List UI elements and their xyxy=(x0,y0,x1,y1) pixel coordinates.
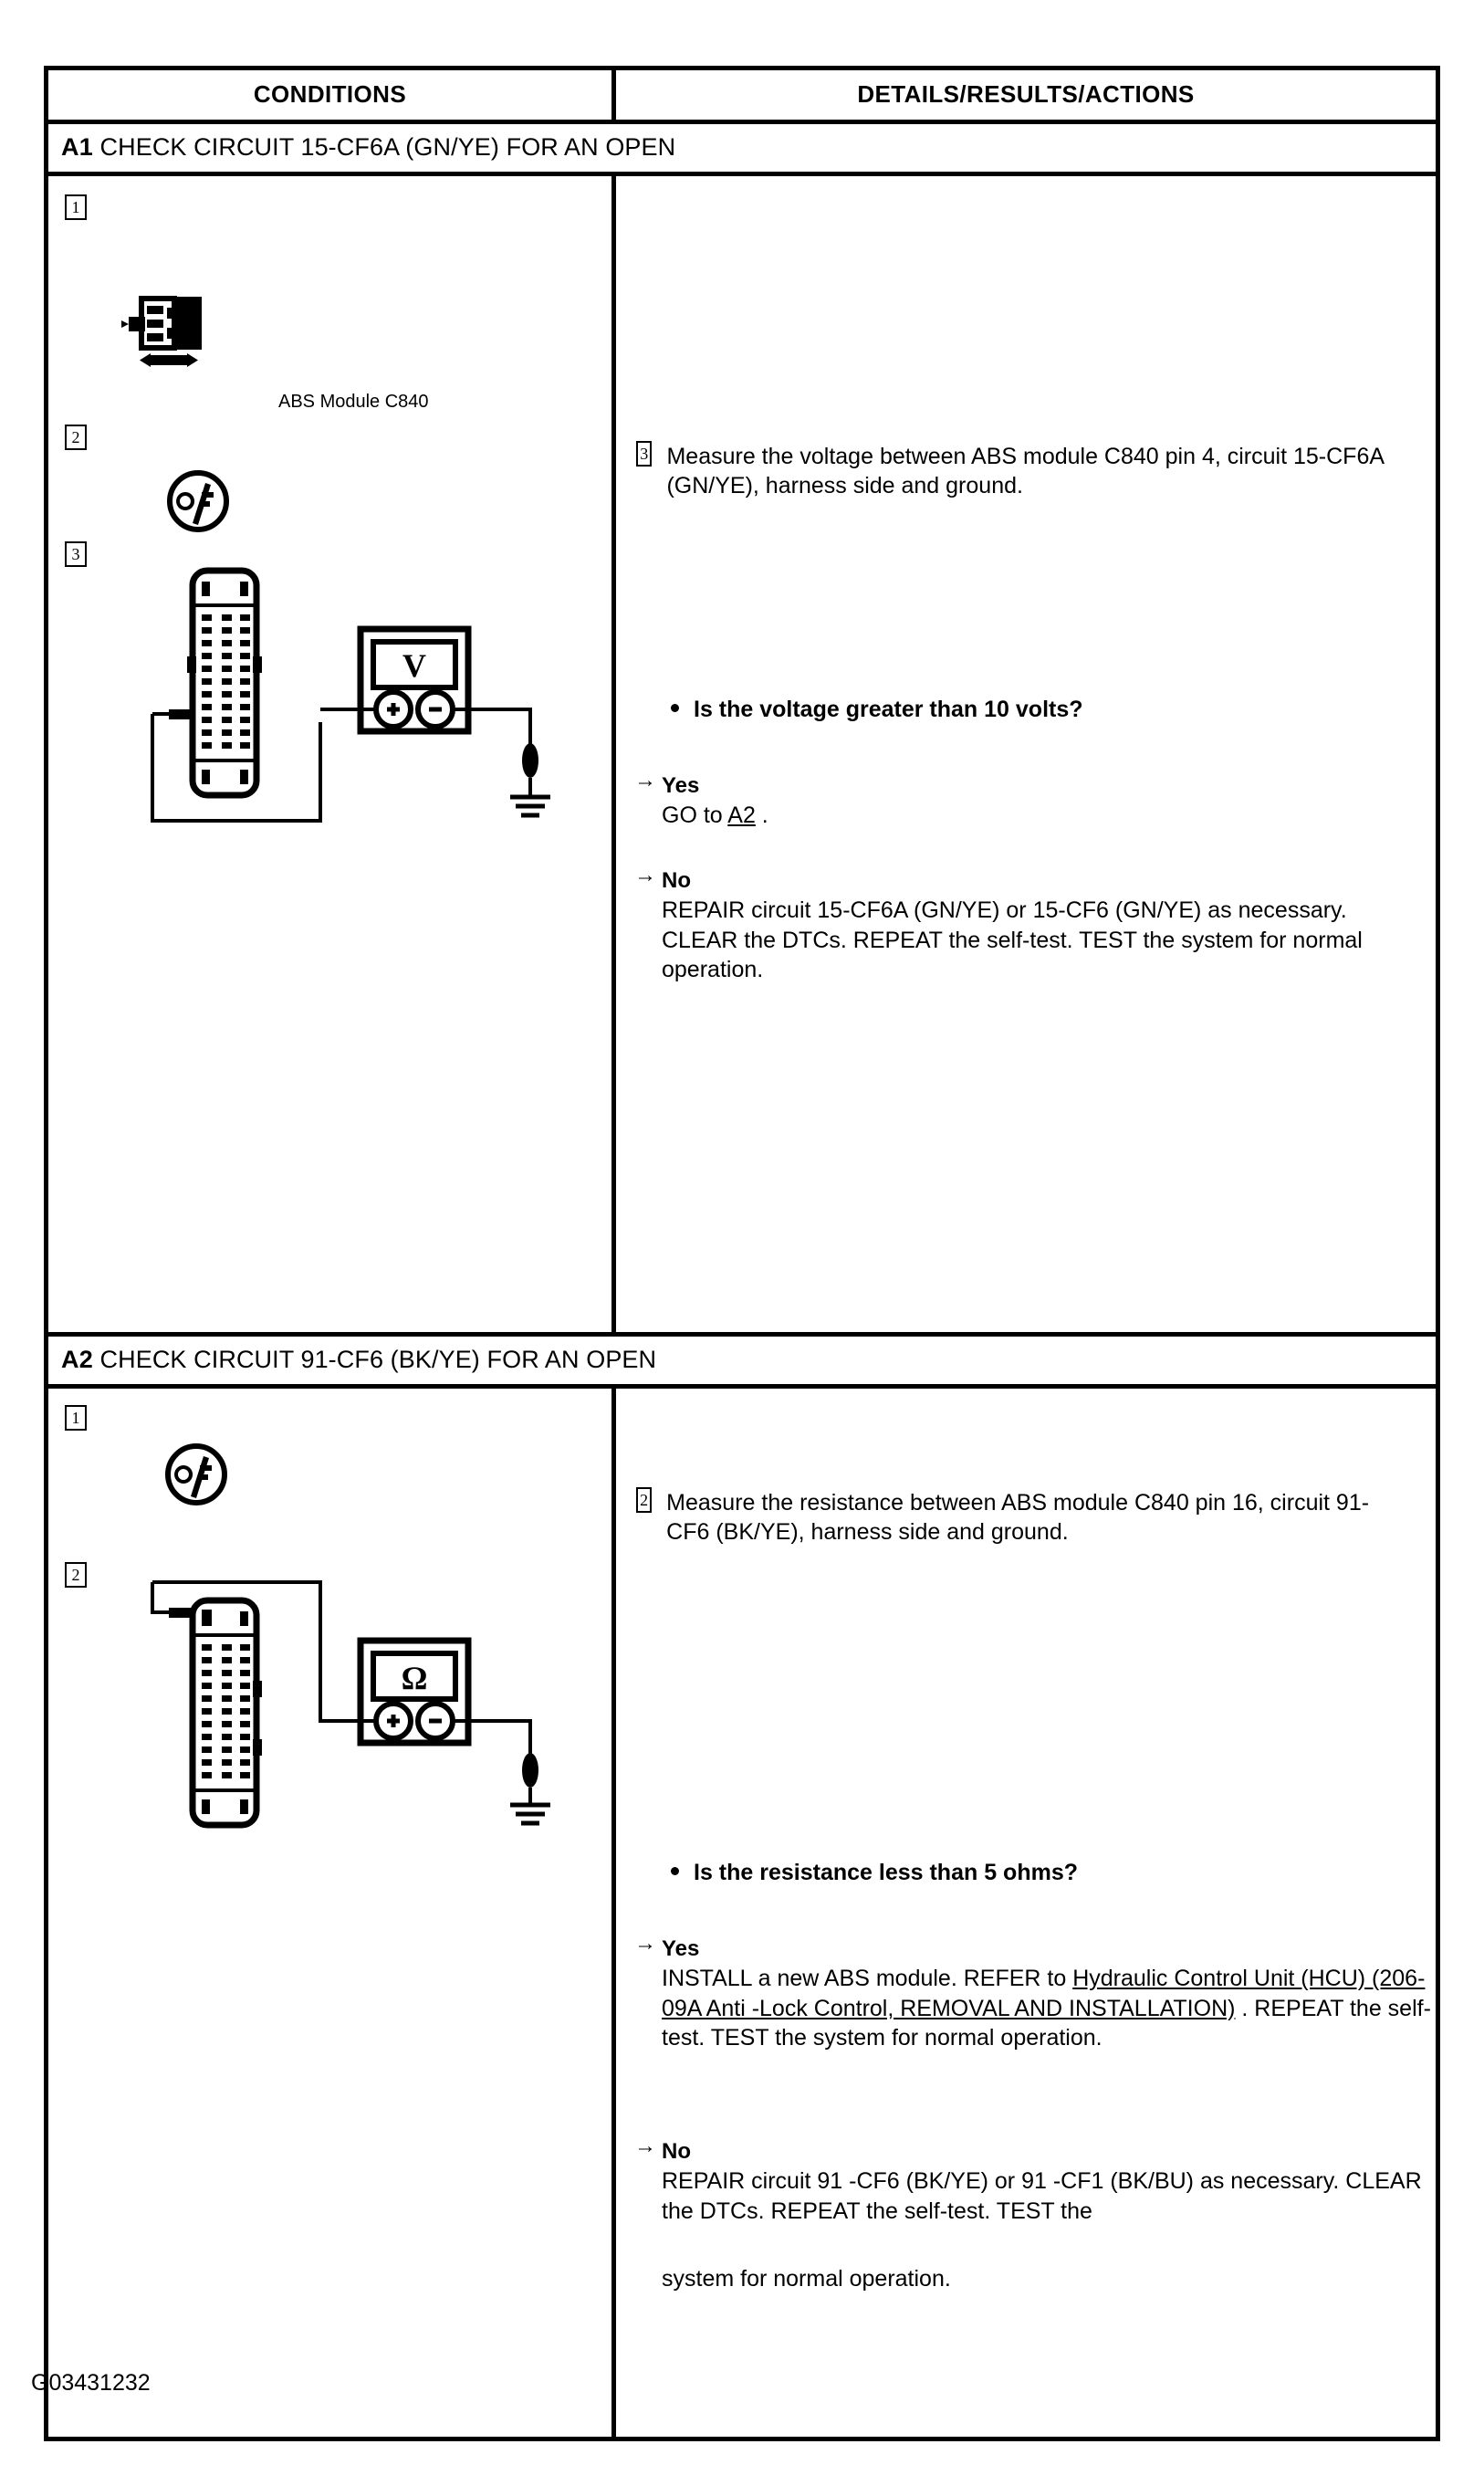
link-a2[interactable]: A2 xyxy=(727,802,756,828)
section-body-row-a2 xyxy=(48,1389,1436,2437)
column-header-conditions: CONDITIONS xyxy=(253,80,407,108)
section-label-a2: A2 xyxy=(61,1346,93,1373)
figure-code: G03431232 xyxy=(31,2370,151,2396)
question-a1 xyxy=(671,697,1083,723)
section-title-cell-a1 xyxy=(48,124,1436,172)
answer-yes-a1 xyxy=(634,768,1421,831)
answer-label-no-a2: No xyxy=(662,2139,691,2164)
arrow-icon-yes-a1: → xyxy=(634,768,656,792)
step-number-a2-2: 2 xyxy=(65,1562,87,1588)
section-title-text-a1: CHECK CIRCUIT 15-CF6A (GN/YE) FOR AN OPEN xyxy=(99,133,676,161)
link-hcu-procedure[interactable]: Hydraulic Control Unit (HCU) (206-09A Anti -Lock Control, REMOVAL AND INSTALLATION) xyxy=(662,1966,1426,2021)
answer-label-yes-a1: Yes xyxy=(662,773,700,798)
conditions-cell-a2 xyxy=(48,1389,616,2437)
bullet-icon xyxy=(671,1867,679,1875)
section-body-row-a1 xyxy=(48,176,1436,1337)
answer-yes-a1-suffix: . xyxy=(755,802,768,828)
voltmeter-test-diagram xyxy=(149,558,578,836)
answer-text-yes-a1 xyxy=(662,801,1419,831)
header-cell-details xyxy=(616,70,1436,120)
answer-label-no-a1: No xyxy=(662,868,691,893)
ignition-key-icon xyxy=(163,1442,229,1512)
arrow-icon-yes-a2: → xyxy=(634,1931,656,1956)
details-content-a2 xyxy=(616,1389,1436,2437)
answer-text-yes-a2 xyxy=(662,1964,1458,2053)
bullet-icon xyxy=(671,704,679,712)
column-header-details: DETAILS/RESULTS/ACTIONS xyxy=(857,80,1195,108)
pinpoint-test-table xyxy=(44,66,1440,2441)
step-number-a1-2: 2 xyxy=(65,425,87,450)
question-text-a1: Is the voltage greater than 10 volts? xyxy=(694,697,1083,722)
details-content-a1 xyxy=(616,176,1436,1332)
step-number-a1-3: 3 xyxy=(65,541,87,567)
answer-text-no-a2: REPAIR circuit 91 -CF6 (BK/YE) or 91 -CF1 (BK/BU) as necessary. CLEAR the DTCs. REPEAT the self-test. TEST the xyxy=(662,2168,1422,2224)
question-a2 xyxy=(671,1860,1078,1886)
section-label-a1: A1 xyxy=(61,133,93,161)
answer-yes-a2-suffix: . REPEAT the self-test. TEST the system for normal operation. xyxy=(662,1995,1431,2051)
answer-yes-a2 xyxy=(634,1931,1458,2053)
answer-text-no-a1: REPAIR circuit 15-CF6A (GN/YE) or 15-CF6 (GN/YE) as necessary. CLEAR the DTCs. REPEAT the self-test. TEST the system for normal operation. xyxy=(662,897,1363,982)
section-title-row-a2 xyxy=(48,1337,1436,1389)
diagram-area-a2 xyxy=(48,1389,611,2437)
step-number-a1-1: 1 xyxy=(65,194,87,220)
question-text-a2: Is the resistance less than 5 ohms? xyxy=(694,1860,1078,1885)
conditions-cell-a1 xyxy=(48,176,616,1332)
header-cell-conditions xyxy=(48,70,616,120)
detail-step-a2 xyxy=(636,1487,1394,1547)
detail-step-number-a2: 2 xyxy=(636,1487,652,1513)
arrow-icon-no-a1: → xyxy=(634,863,656,887)
svg-text:V: V xyxy=(402,647,426,684)
connector-label-a1: ABS Module C840 xyxy=(278,392,429,412)
detail-step-text-a2: Measure the resistance between ABS module C840 pin 16, circuit 91-CF6 (BK/YE), harness side and ground. xyxy=(666,1490,1370,1545)
diagram-area-a1 xyxy=(48,176,611,1332)
svg-text:Ω: Ω xyxy=(401,1660,428,1696)
arrow-icon-no-a2: → xyxy=(634,2134,656,2158)
section-title-cell-a2 xyxy=(48,1337,1436,1384)
answer-text-no-a2-tail: system for normal operation. xyxy=(662,2266,951,2292)
answer-no-a2 xyxy=(634,2134,1458,2294)
details-cell-a1 xyxy=(616,176,1436,1332)
step-number-a2-1: 1 xyxy=(65,1405,87,1431)
ignition-key-icon xyxy=(165,468,231,539)
answer-yes-a2-prefix: INSTALL a new ABS module. REFER to xyxy=(662,1966,1073,1991)
connector-disconnect-icon xyxy=(120,293,207,376)
detail-step-a1 xyxy=(636,441,1394,500)
ohmmeter-test-diagram xyxy=(149,1562,578,1850)
section-title-row-a1 xyxy=(48,124,1436,176)
details-cell-a2 xyxy=(616,1389,1436,2437)
answer-yes-a1-prefix: GO to xyxy=(662,802,728,828)
answer-label-yes-a2: Yes xyxy=(662,1936,700,1961)
answer-no-a1 xyxy=(634,863,1439,985)
detail-step-text-a1: Measure the voltage between ABS module C840 pin 4, circuit 15-CF6A (GN/YE), harness side and ground. xyxy=(666,444,1384,498)
section-title-text-a2: CHECK CIRCUIT 91-CF6 (BK/YE) FOR AN OPEN xyxy=(99,1346,657,1373)
section-title-a2 xyxy=(48,1337,1436,1384)
detail-step-number-a1: 3 xyxy=(636,441,652,467)
section-title-a1 xyxy=(48,124,1436,172)
table-header-row xyxy=(48,70,1436,124)
